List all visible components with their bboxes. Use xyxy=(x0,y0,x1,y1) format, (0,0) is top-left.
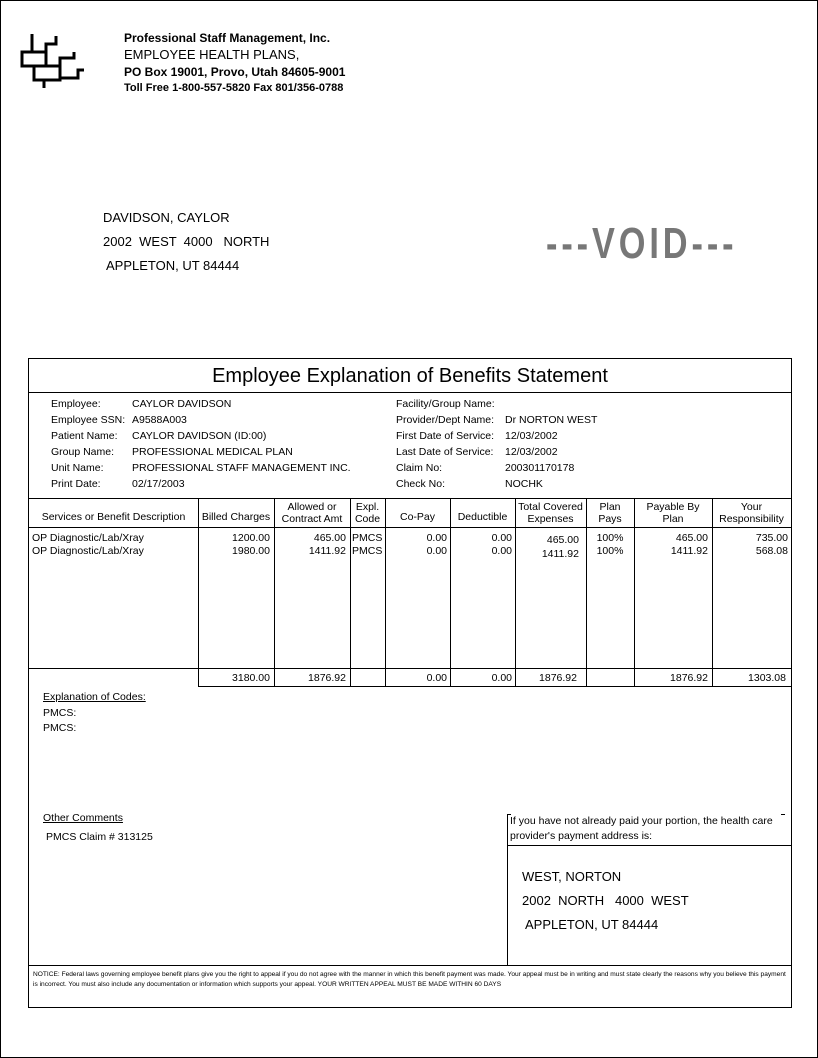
table-cell: OP Diagnostic/Lab/Xray xyxy=(32,532,144,544)
table-cell: 100% xyxy=(596,545,624,557)
column-header: Payable By Plan xyxy=(646,501,700,525)
company-name: Professional Staff Management, Inc. xyxy=(124,31,331,45)
table-cell: 0.00 xyxy=(426,545,447,557)
info-label: Employee: xyxy=(51,398,101,410)
info-label: Group Name: xyxy=(51,446,115,458)
column-header: Plan Pays xyxy=(598,501,622,525)
recipient-street: 2002 WEST 4000 NORTH xyxy=(103,234,270,249)
info-label: Claim No: xyxy=(396,462,443,474)
info-value: PROFESSIONAL STAFF MANAGEMENT INC. xyxy=(132,462,351,474)
info-label: Facility/Group Name: xyxy=(396,398,495,410)
column-header: Co-Pay xyxy=(399,511,435,523)
code-line: PMCS: xyxy=(43,707,77,719)
provider-name: WEST, NORTON xyxy=(522,869,622,884)
info-value: NOCHK xyxy=(505,478,543,490)
total-cell: 1876.92 xyxy=(308,672,346,684)
info-value: CAYLOR DAVIDSON (ID:00) xyxy=(132,430,267,442)
info-value: 02/17/2003 xyxy=(132,478,185,490)
info-label: Check No: xyxy=(396,478,446,490)
info-value: 200301170178 xyxy=(505,462,575,474)
table-cell: 1200.00 xyxy=(232,532,270,544)
total-cell: 1876.92 xyxy=(670,672,708,684)
recipient-name: DAVIDSON, CAYLOR xyxy=(103,210,230,225)
table-cell: 465.00 xyxy=(675,532,708,544)
table-cell: OP Diagnostic/Lab/Xray xyxy=(32,545,144,557)
payment-note: If you have not already paid your portion, the health care provider's payment address is: xyxy=(510,815,773,842)
table-cell: 1411.92 xyxy=(541,548,579,560)
table-cell: 100% xyxy=(596,532,624,544)
column-header: Your Responsibility xyxy=(719,501,784,525)
company-address: PO Box 19001, Provo, Utah 84605-9001 xyxy=(124,65,346,79)
comment-text: PMCS Claim # 313125 xyxy=(46,831,153,843)
codes-heading: Explanation of Codes: xyxy=(43,691,146,703)
info-value: Dr NORTON WEST xyxy=(505,414,598,426)
info-label: Patient Name: xyxy=(51,430,118,442)
info-label: Provider/Dept Name: xyxy=(396,414,495,426)
info-label: First Date of Service: xyxy=(396,430,495,442)
statement-box xyxy=(28,358,792,1008)
info-label: Employee SSN: xyxy=(51,414,126,426)
info-value: 12/03/2002 xyxy=(505,430,558,442)
total-cell: 1876.92 xyxy=(539,672,577,684)
table-cell: 0.00 xyxy=(426,532,447,544)
info-label: Print Date: xyxy=(51,478,101,490)
recipient-city: APPLETON, UT 84444 xyxy=(106,258,240,273)
total-cell: 0.00 xyxy=(426,672,447,684)
table-cell: 465.00 xyxy=(313,532,346,544)
column-header: Services or Benefit Description xyxy=(41,511,186,523)
table-cell: 465.00 xyxy=(546,534,579,546)
code-line: PMCS: xyxy=(43,722,77,734)
info-label: Unit Name: xyxy=(51,462,104,474)
info-label: Last Date of Service: xyxy=(396,446,494,458)
table-cell: 1980.00 xyxy=(232,545,270,557)
table-cell: 0.00 xyxy=(491,545,512,557)
column-header: Deductible xyxy=(457,511,508,523)
company-plan: EMPLOYEE HEALTH PLANS, xyxy=(124,47,300,62)
table-cell: 1411.92 xyxy=(308,545,346,557)
info-value: A9588A003 xyxy=(132,414,187,426)
void-stamp: ---VOID--- xyxy=(546,219,738,268)
table-cell: PMCS xyxy=(352,545,383,557)
column-header: Billed Charges xyxy=(201,511,271,523)
total-cell: 0.00 xyxy=(491,672,512,684)
company-logo xyxy=(20,30,86,90)
info-value: 12/03/2002 xyxy=(505,446,558,458)
table-cell: 1411.92 xyxy=(670,545,708,557)
info-value: PROFESSIONAL MEDICAL PLAN xyxy=(132,446,293,458)
total-cell: 3180.00 xyxy=(232,672,270,684)
appeal-notice: NOTICE: Federal laws governing employee benefit plans give you the right to appeal if you do not agree with the manner in which this benefit payment was made. Your appeal must be in writing and must state clearly the reasons why you believe this payment is incorrect. You must also include any documentation or information which supports your appeal. YOUR WRITTEN APPEAL MUST BE MADE WITHIN 60 DAYS xyxy=(33,971,786,988)
column-header: Total Covered Expenses xyxy=(518,501,583,525)
provider-street: 2002 NORTH 4000 WEST xyxy=(522,893,689,908)
table-cell: 568.08 xyxy=(755,545,788,557)
total-cell: 1303.08 xyxy=(748,672,786,684)
table-cell: 735.00 xyxy=(755,532,788,544)
column-header: Allowed or Contract Amt xyxy=(281,501,343,525)
info-value: CAYLOR DAVIDSON xyxy=(132,398,232,410)
provider-city: APPLETON, UT 84444 xyxy=(525,917,659,932)
table-cell: PMCS xyxy=(352,532,383,544)
company-phone: Toll Free 1-800-557-5820 Fax 801/356-0788 xyxy=(124,82,344,94)
column-header: Expl. Code xyxy=(354,501,381,525)
statement-title: Employee Explanation of Benefits Statement xyxy=(212,365,608,387)
table-cell: 0.00 xyxy=(491,532,512,544)
comments-heading: Other Comments xyxy=(43,812,123,824)
